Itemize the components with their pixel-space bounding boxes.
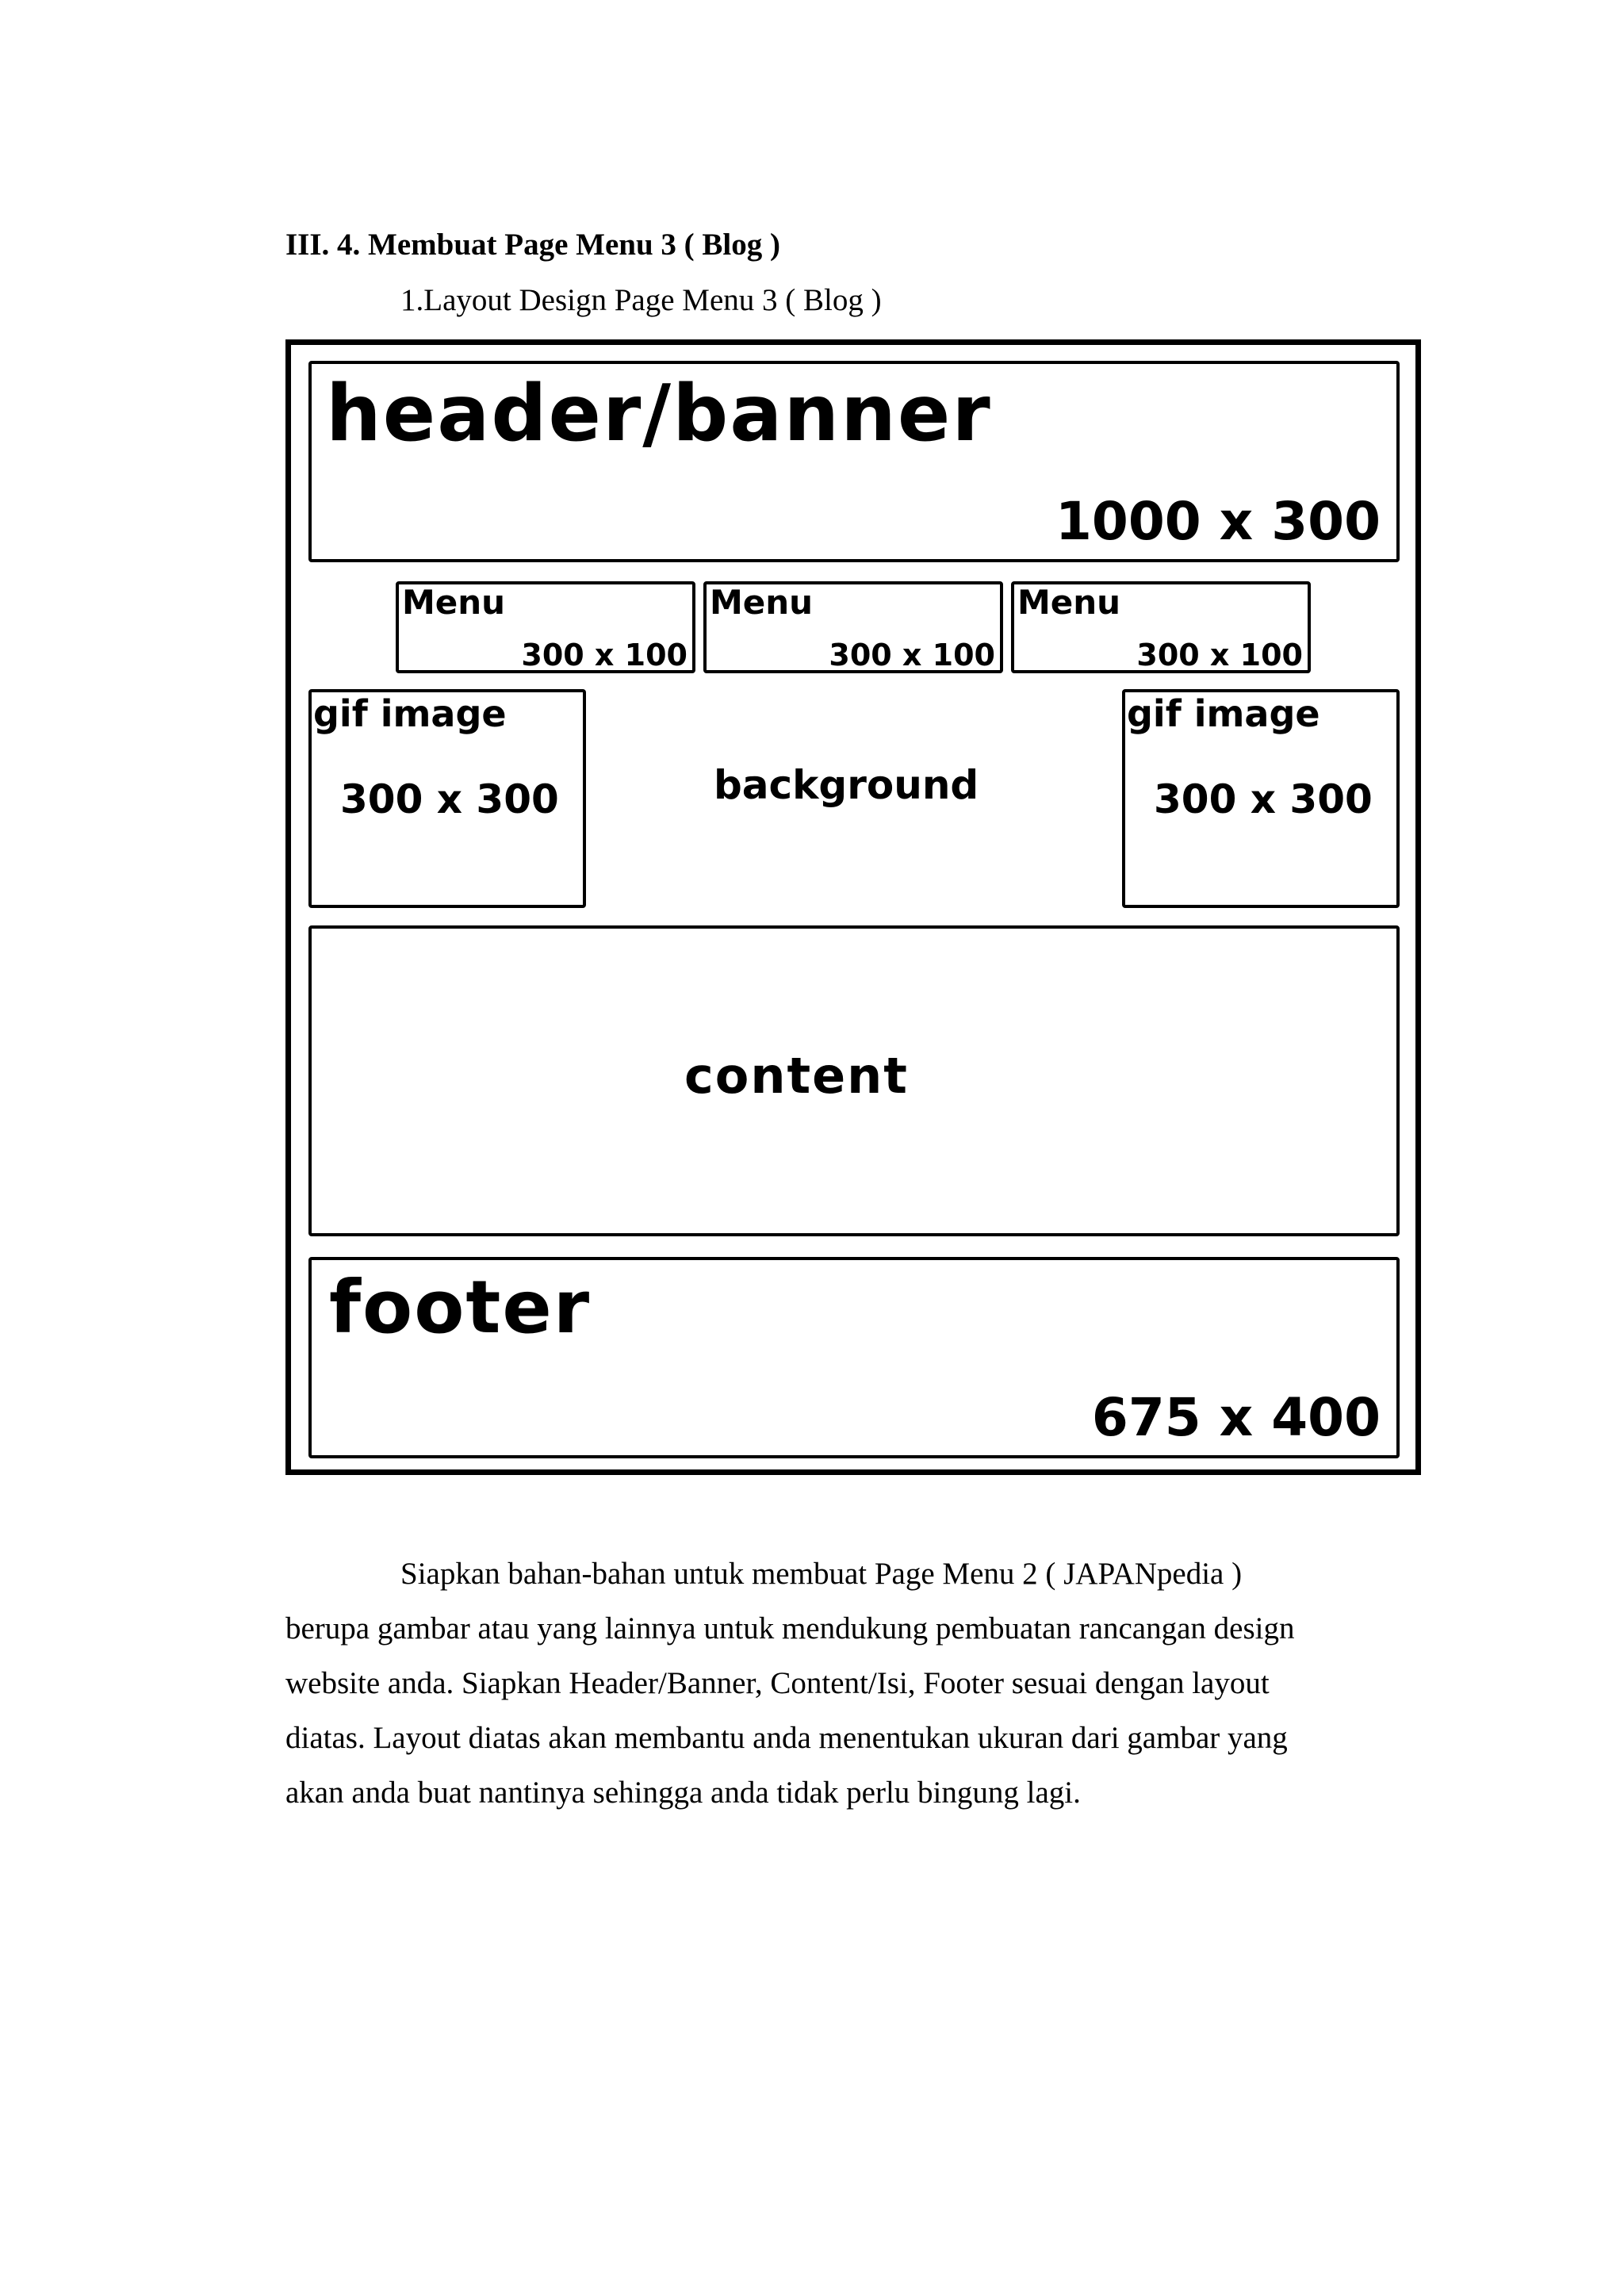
sub-heading: 1.Layout Design Page Menu 3 ( Blog )	[400, 283, 882, 317]
gif-image-size: 300 x 300	[1154, 776, 1373, 822]
gif-image-right-box	[1122, 689, 1400, 908]
paragraph-line: website anda. Siapkan Header/Banner, Content/Isi, Footer sesuai dengan layout	[285, 1666, 1270, 1700]
menu-label: Menu	[1017, 583, 1121, 622]
header-banner-box	[308, 361, 1400, 562]
header-banner-label: header/banner	[326, 369, 992, 459]
paragraph-line: berupa gambar atau yang lainnya untuk mendukung pembuatan rancangan design	[285, 1611, 1295, 1646]
content-box	[308, 925, 1400, 1236]
gif-image-left-box	[308, 689, 586, 908]
footer-size: 675 x 400	[1091, 1387, 1381, 1448]
menu-box-2	[703, 581, 1003, 673]
menu-box-3	[1011, 581, 1311, 673]
content-label: content	[684, 1047, 909, 1105]
footer-label: footer	[329, 1265, 592, 1350]
paragraph-line: Siapkan bahan-bahan untuk membuat Page Menu 2 ( JAPANpedia )	[400, 1557, 1243, 1591]
menu-label: Menu	[710, 583, 814, 622]
paragraph-line: diatas. Layout diatas akan membantu anda menentukan ukuran dari gambar yang	[285, 1721, 1288, 1755]
menu-size: 300 x 100	[1136, 638, 1303, 672]
menu-box-1	[396, 581, 695, 673]
menu-size: 300 x 100	[829, 638, 995, 672]
header-banner-size: 1000 x 300	[1055, 491, 1381, 552]
menu-label: Menu	[402, 583, 506, 622]
footer-box	[308, 1257, 1400, 1458]
paragraph-line: akan anda buat nantinya sehingga anda tidak perlu bingung lagi.	[285, 1776, 1081, 1810]
menu-size: 300 x 100	[521, 638, 688, 672]
gif-image-label: gif image	[313, 692, 507, 735]
background-label: background	[714, 762, 979, 808]
layout-diagram	[285, 339, 1421, 1475]
gif-image-label: gif image	[1127, 692, 1320, 735]
section-heading: III. 4. Membuat Page Menu 3 ( Blog )	[285, 228, 780, 262]
body-paragraph	[285, 1546, 1364, 1820]
gif-image-size: 300 x 300	[340, 776, 559, 822]
